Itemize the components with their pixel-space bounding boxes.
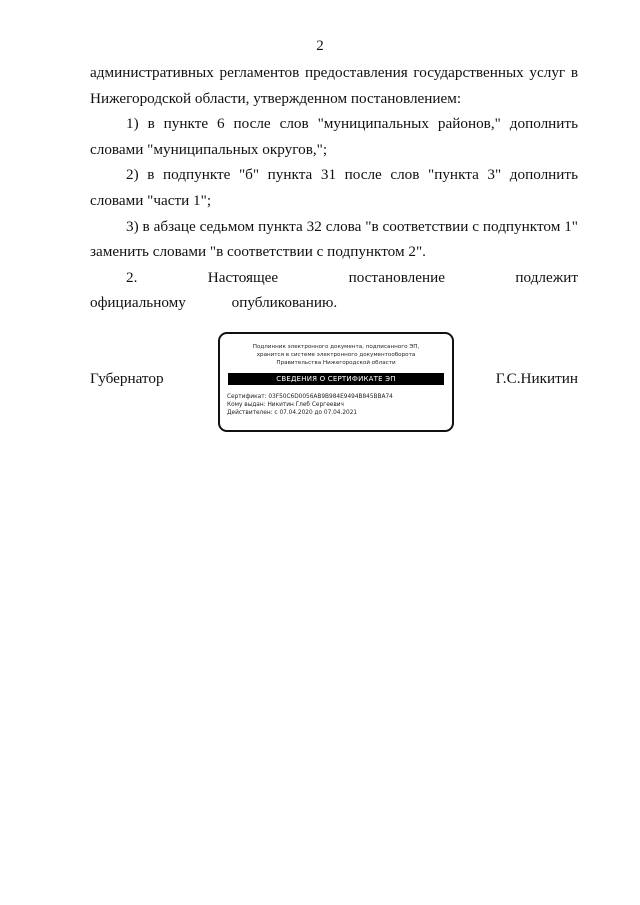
stamp-certificate-info [227, 393, 452, 417]
stamp-header-line: Подлинник электронного документа, подписанного ЭП, [252, 344, 420, 350]
validity-value: с 07.04.2020 до 07.04.2021 [274, 410, 358, 416]
paragraph-item-3: 3) в абзаце седьмом пункта 32 слова "в соответствии с подпунктом 1" заменить словами "в соответствии с подпунктом 2". [90, 217, 578, 261]
paragraph-item-1: 1) в пункте 6 после слов "муниципальных районов," дополнить словами "муниципальных округов,"; [90, 115, 578, 158]
page-number: 2 [316, 38, 324, 54]
certificate-value: 03F50C6D0056AB9B984E9494B845BBA74 [268, 394, 393, 400]
certificate-label: Сертификат: [227, 394, 267, 400]
paragraph-intro: административных регламентов предоставления государственных услуг в Нижегородской области, утвержденном постановлением: [90, 64, 578, 107]
issued-to-value: Никитин Глеб Сергеевич [267, 402, 344, 408]
validity-label: Действителен: [227, 410, 273, 416]
certificate-row [227, 393, 452, 401]
electronic-signature-stamp [218, 332, 454, 432]
issued-to-row [227, 401, 452, 409]
stamp-certificate-title: СВЕДЕНИЯ О СЕРТИФИКАТЕ ЭП [228, 373, 444, 385]
issued-to-label: Кому выдан: [227, 402, 266, 408]
paragraph-item-2: 2) в подпункте "б" пункта 31 после слов "пункта 3" дополнить словами "части 1"; [90, 166, 578, 209]
validity-row [227, 409, 452, 417]
signatory-name: Г.С.Никитин [495, 370, 578, 387]
stamp-header-line: хранится в системе электронного документооборота [256, 352, 416, 358]
stamp-header-line: Правительства Нижегородской области [276, 360, 396, 366]
stamp-header [220, 343, 452, 367]
signatory-position: Губернатор [90, 370, 164, 387]
paragraph-publication: 2. Настоящее постановление подлежит официальному опубликованию. [90, 268, 578, 312]
document-body [90, 60, 578, 316]
